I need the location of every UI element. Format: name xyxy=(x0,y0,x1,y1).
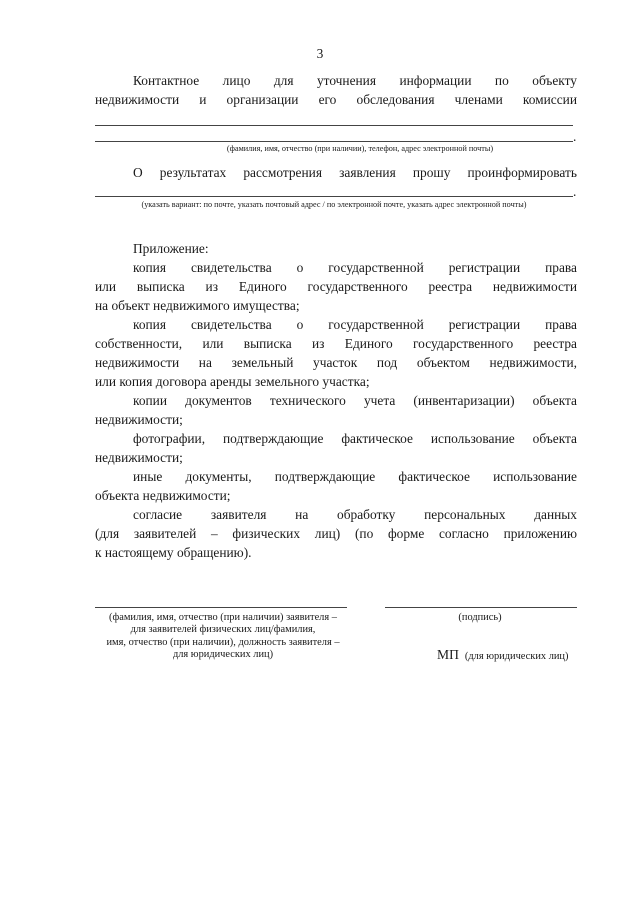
appendix-item-first-line: копия свидетельства о государственной регистрации права xyxy=(133,317,577,332)
appendix-item-line: недвижимости на земельный участок под объектом недвижимости, xyxy=(95,355,577,370)
appendix-item xyxy=(95,467,577,505)
name-caption-line: (фамилия, имя, отчество (при наличии) заявителя – xyxy=(109,612,337,623)
appendix-title: Приложение: xyxy=(133,241,209,256)
appendix-item-first-line: копия свидетельства о государственной регистрации права xyxy=(133,260,577,275)
name-signature-line xyxy=(95,607,347,608)
appendix-list xyxy=(95,258,577,562)
name-caption xyxy=(80,612,366,662)
name-caption-line: для юридических лиц) xyxy=(172,649,274,661)
appendix-item xyxy=(95,391,577,429)
stamp-label: МП xyxy=(437,647,459,662)
result-caption: (указать вариант: по почте, указать почтовый адрес / по электронной почте, указать адрес электронной почты) xyxy=(141,200,527,209)
result-line: О результатах рассмотрения заявления прошу проинформировать xyxy=(133,165,577,180)
contact-caption: (фамилия, имя, отчество (при наличии), телефон, адрес электронной почты) xyxy=(226,144,494,153)
appendix-item-last-line: недвижимости; xyxy=(95,450,183,465)
contact-fill-line-1 xyxy=(95,125,573,126)
appendix-item xyxy=(95,505,577,562)
contact-fill-line-2 xyxy=(95,141,573,142)
appendix-item-line: или выписка из Единого государственного реестра недвижимости xyxy=(95,279,577,294)
signature-line xyxy=(385,607,577,608)
appendix-item-last-line: к настоящему обращению). xyxy=(95,545,252,560)
result-fill-line xyxy=(95,196,573,197)
page-number: 3 xyxy=(316,46,324,61)
name-caption-line: имя, отчество (при наличии), должность заявителя – xyxy=(106,636,340,648)
stamp-area xyxy=(437,645,568,664)
contact-line-1: Контактное лицо для уточнения информации по объекту xyxy=(133,73,577,88)
appendix-item-last-line: недвижимости; xyxy=(95,412,183,427)
appendix-item-first-line: фотографии, подтверждающие фактическое использование объекта xyxy=(133,431,577,446)
name-caption-line: для заявителей физических лиц/фамилия, xyxy=(130,624,316,636)
appendix-item-line: (для заявителей – физических лиц) (по форме согласно приложению xyxy=(95,526,577,541)
contact-line-2: недвижимости и организации его обследования членами комиссии xyxy=(95,92,577,107)
stamp-note: (для юридических лиц) xyxy=(464,651,569,662)
signature-caption: (подпись) xyxy=(458,612,502,623)
result-end-dot: . xyxy=(573,184,577,199)
contact-end-dot: . xyxy=(573,129,577,144)
appendix-item-line: собственности, или выписка из Единого государственного реестра xyxy=(95,336,577,351)
appendix-item-last-line: или копия договора аренды земельного участка; xyxy=(95,374,370,389)
appendix-item xyxy=(95,315,577,391)
appendix-item-first-line: копии документов технического учета (инвентаризации) объекта xyxy=(133,393,577,408)
appendix-item-first-line: иные документы, подтверждающие фактическое использование xyxy=(133,469,577,484)
appendix-item-last-line: объекта недвижимости; xyxy=(95,488,231,503)
appendix-item-last-line: на объект недвижимого имущества; xyxy=(95,298,300,313)
appendix-item xyxy=(95,429,577,467)
appendix-item-first-line: согласие заявителя на обработку персональных данных xyxy=(133,507,577,522)
appendix-item xyxy=(95,258,577,315)
